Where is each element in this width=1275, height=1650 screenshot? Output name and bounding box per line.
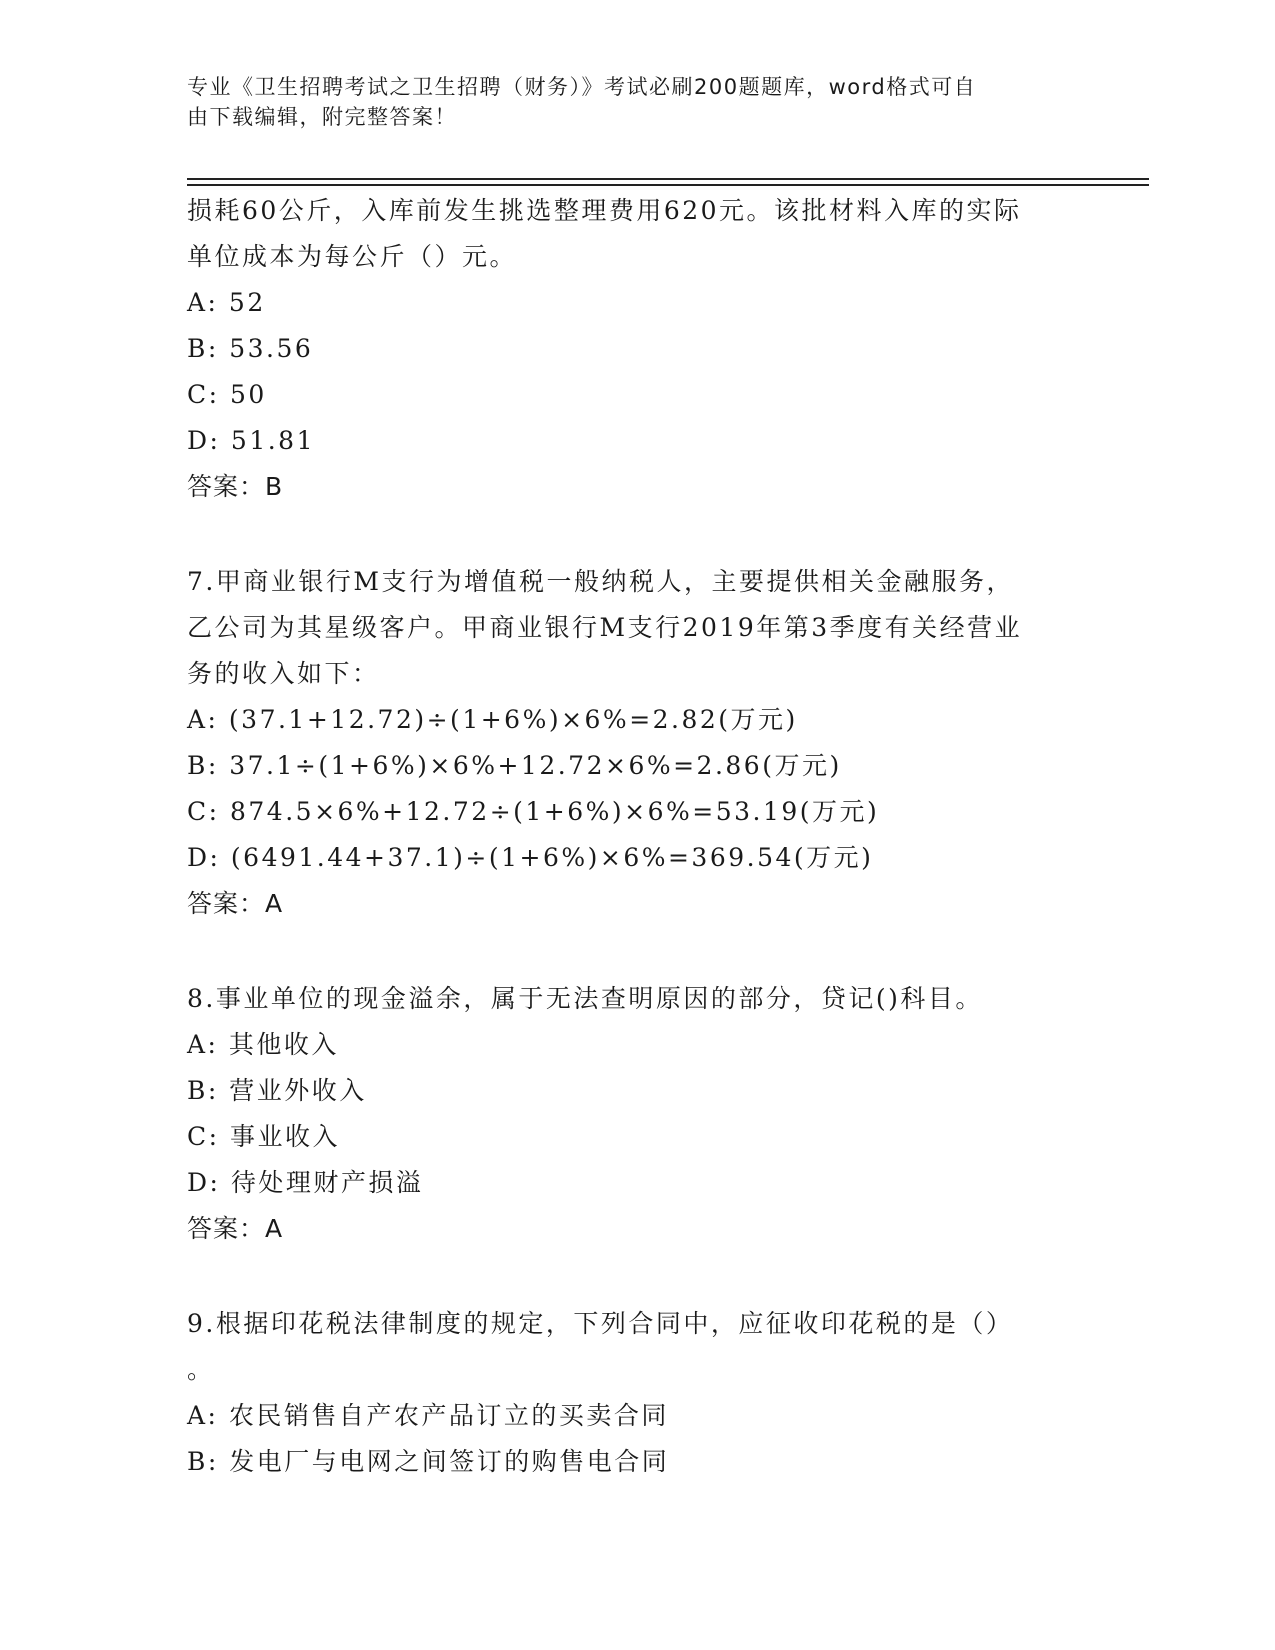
question-9 (187, 1301, 1087, 1485)
question-text: 单位成本为每公斤（）元。 (187, 242, 518, 271)
answer-label: 答案：A (187, 889, 284, 918)
question-text: 务的收入如下： (187, 659, 380, 688)
option-d: D: (6491.44+37.1)÷(1+6%)×6%=369.54(万元) (187, 843, 874, 872)
option-c: C: 事业收入 (187, 1122, 340, 1151)
question-text: 。 (187, 1355, 215, 1384)
option-b: B: 53.56 (187, 334, 314, 363)
option-a: A: 52 (187, 288, 266, 317)
question-text: 损耗60公斤，入库前发生挑选整理费用620元。该批材料入库的实际 (187, 196, 1022, 225)
document-header (187, 72, 1087, 132)
answer-label: 答案：A (187, 1214, 284, 1243)
answer-label: 答案：B (187, 472, 284, 501)
header-line-1: 专业《卫生招聘考试之卫生招聘（财务）》考试必刷200题题库，word格式可自 (187, 75, 977, 99)
option-d: D: 51.81 (187, 426, 315, 455)
option-b: B: 37.1÷(1+6%)×6%+12.72×6%=2.86(万元) (187, 751, 842, 780)
question-8 (187, 976, 1087, 1252)
question-6 (187, 188, 1087, 510)
option-b: B: 营业外收入 (187, 1076, 367, 1105)
option-a: A: (37.1+12.72)÷(1+6%)×6%=2.82(万元) (187, 705, 798, 734)
header-divider-top (187, 178, 1149, 180)
header-divider-bottom (187, 184, 1149, 186)
spacer (187, 927, 1087, 976)
question-text: 乙公司为其星级客户。甲商业银行M支行2019年第3季度有关经营业 (187, 613, 1023, 642)
header-line-2: 由下载编辑，附完整答案！ (187, 105, 457, 129)
option-d: D: 待处理财产损溢 (187, 1168, 424, 1197)
option-a: A: 农民销售自产农产品订立的买卖合同 (187, 1401, 669, 1430)
option-a: A: 其他收入 (187, 1030, 339, 1059)
question-7 (187, 559, 1087, 927)
spacer (187, 510, 1087, 559)
option-c: C: 874.5×6%+12.72÷(1+6%)×6%=53.19(万元) (187, 797, 880, 826)
question-text: 9.根据印花税法律制度的规定，下列合同中，应征收印花税的是（） (187, 1309, 1014, 1338)
option-c: C: 50 (187, 380, 267, 409)
option-b: B: 发电厂与电网之间签订的购售电合同 (187, 1447, 670, 1476)
question-list (187, 188, 1087, 1485)
question-text: 7.甲商业银行M支行为增值税一般纳税人，主要提供相关金融服务， (187, 567, 1014, 596)
spacer (187, 1252, 1087, 1301)
question-text: 8.事业单位的现金溢余，属于无法查明原因的部分，贷记()科目。 (187, 984, 983, 1013)
